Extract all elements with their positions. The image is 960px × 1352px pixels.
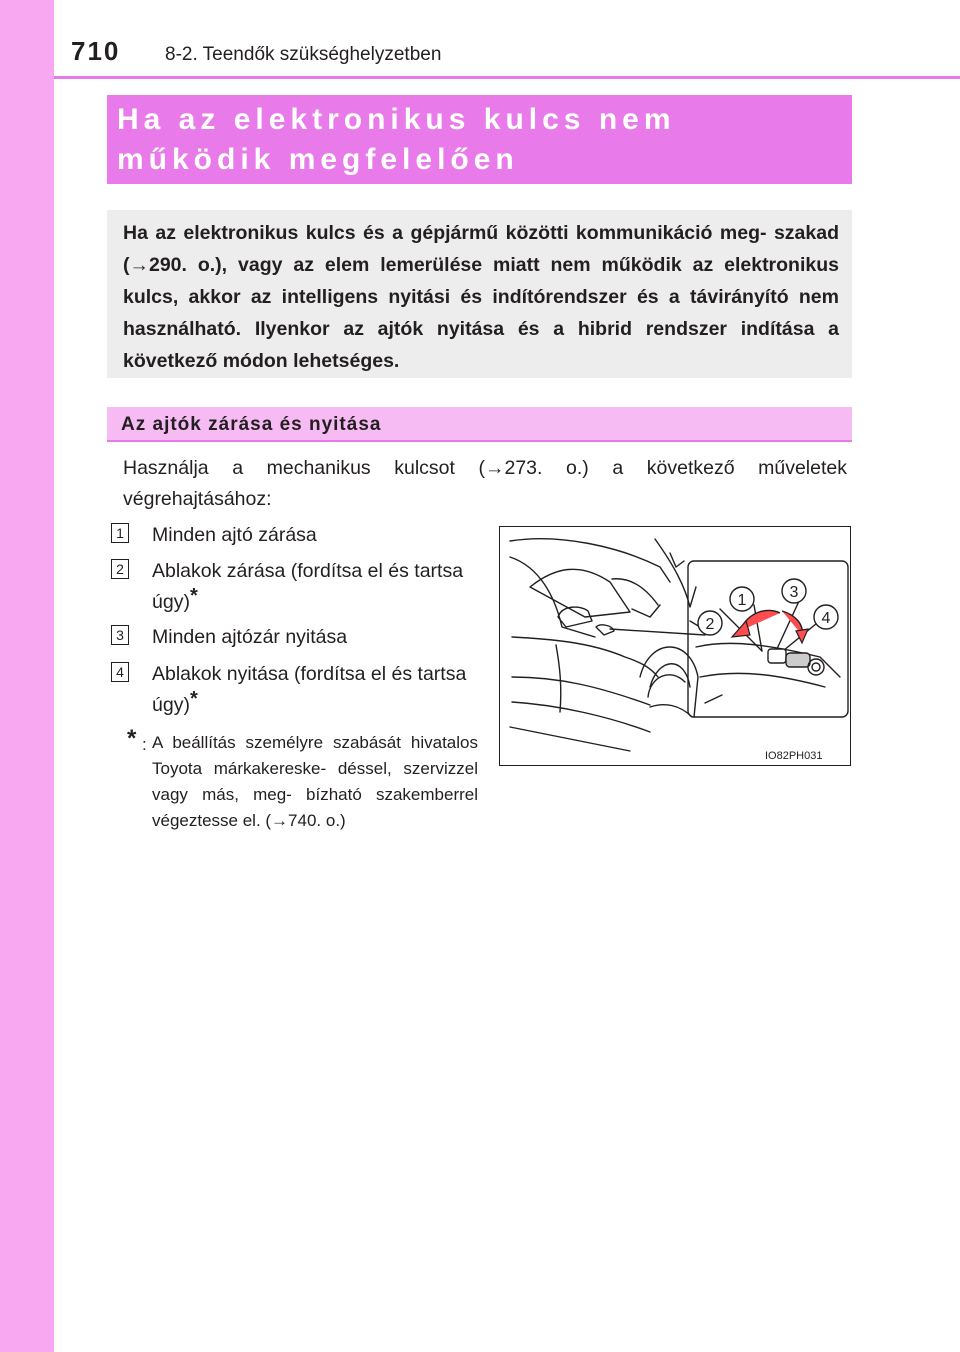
footnote-colon: :	[142, 735, 147, 754]
item-label: Minden ajtó zárása	[152, 524, 317, 546]
callout-label-4: 4	[821, 610, 831, 627]
intro-text: Ha az elektronikus kulcs és a gépjármű közötti kommunikáció meg- szakad (→290. o.), vagy az elem lemerülése miatt nem működik az elektronikus kulcs, akkor az intelligens nyitási és indítórendszer és a távirányító nem használható. Ilyenkor az ajtók nyitása és a hibrid rendszer indítása a következő módon lehetséges.	[123, 222, 839, 372]
item-text	[152, 622, 482, 653]
item-number: 3	[111, 625, 129, 645]
section-rule	[107, 440, 852, 442]
item-label: Ablakok zárása (fordítsa el és tartsa úgy)	[152, 560, 464, 613]
chapter-heading: 8-2. Teendők szükséghelyzetben	[165, 44, 442, 65]
door-key-illustration	[499, 526, 851, 766]
item-star: *	[189, 585, 198, 607]
section-body: Használja a mechanikus kulcsot (→273. o.) a következő műveletek végrehajtásához:	[123, 457, 847, 510]
callout-label-1: 1	[737, 592, 747, 609]
footnote-mark: *	[127, 725, 137, 752]
side-band	[0, 0, 54, 1352]
item-text	[152, 659, 482, 721]
item-text	[152, 520, 482, 551]
page-title: Ha az elektronikus kulcs nem működik megfelelően	[117, 103, 676, 176]
page-number: 710	[71, 36, 121, 66]
section-title: Az ajtók zárása és nyitása	[121, 414, 382, 435]
item-label: Ablakok nyitása (fordítsa el és tartsa úgy)	[152, 663, 467, 716]
car-door-drawing	[500, 527, 850, 765]
item-number: 2	[111, 559, 129, 579]
item-number: 1	[111, 523, 129, 543]
item-number: 4	[111, 662, 129, 682]
figure-code: IO82PH031	[765, 750, 823, 762]
item-star: *	[189, 688, 198, 710]
item-text	[152, 556, 482, 618]
item-label: Minden ajtózár nyitása	[152, 626, 348, 648]
footnote: A beállítás személyre szabását hivatalos Toyota márkakereske- déssel, szervizzel vagy más, meg- bízható szakemberrel végeztesse el. (→740. o.)	[152, 733, 478, 830]
callout-label-2: 2	[705, 616, 715, 633]
header-rule	[54, 76, 960, 79]
callout-label-3: 3	[789, 584, 799, 601]
